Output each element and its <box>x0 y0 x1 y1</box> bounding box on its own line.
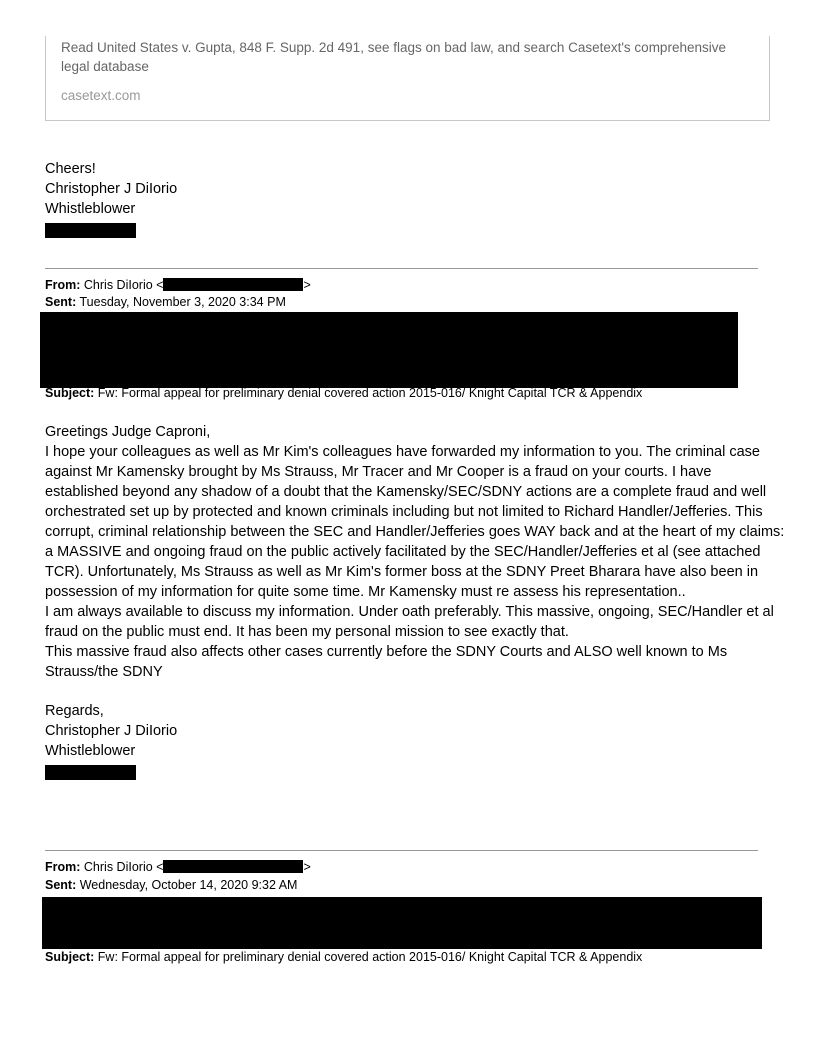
redaction-block <box>45 765 136 780</box>
email-sent-line <box>45 294 286 311</box>
sent-label: Sent: <box>45 878 77 892</box>
email-separator <box>45 850 758 851</box>
redaction-block <box>45 223 136 238</box>
redaction-block <box>163 278 303 291</box>
signature-title: Whistleblower <box>45 743 136 759</box>
signature-name: Christopher J DiIorio <box>45 181 178 197</box>
sent-label: Sent: <box>45 295 77 309</box>
link-preview-description: Read United States v. Gupta, 848 F. Supp. 2d 491, see flags on bad law, and search Casetext's comprehensive legal database <box>61 40 726 74</box>
signature-closing: Cheers! <box>45 161 96 177</box>
email-greeting: Greetings Judge Caproni, <box>45 424 211 440</box>
subject-value: Fw: Formal appeal for preliminary denial covered action 2015-016/ Knight Capital TCR & Appendix <box>97 386 643 400</box>
email-separator <box>45 268 758 269</box>
sent-value: Tuesday, November 3, 2020 3:34 PM <box>79 295 286 309</box>
email-subject-line <box>45 949 642 966</box>
from-close: > <box>303 860 311 874</box>
from-name: Chris DiIorio < <box>83 278 164 292</box>
signature-title: Whistleblower <box>45 201 136 217</box>
subject-value: Fw: Formal appeal for preliminary denial covered action 2015-016/ Knight Capital TCR & Appendix <box>97 950 643 964</box>
email-body <box>45 422 785 682</box>
email-from-line <box>45 277 311 294</box>
from-name: Chris DiIorio < <box>83 860 164 874</box>
email-subject-line <box>45 385 642 402</box>
subject-label: Subject: <box>45 950 95 964</box>
email-sent-line <box>45 877 297 894</box>
email-from-line <box>45 859 311 876</box>
redaction-block <box>163 860 303 873</box>
link-preview-card[interactable] <box>45 36 770 121</box>
from-label: From: <box>45 860 81 874</box>
email-paragraph: I hope your colleagues as well as Mr Kim's colleagues have forwarded my information to you. The criminal case against Mr Kamensky brought by Ms Strauss, Mr Tracer and Mr Cooper is a fraud on your courts. I have established beyond any shadow of a doubt that the Kamensky/SEC/SDNY actions are a complete fraud and well orchestrated set up by protected and known criminals including but not limited to Richard Handler/Jefferies. This corrupt, criminal relationship between the SEC and Handler/Jefferies goes WAY back and at the heart of my claims: a MASSIVE and ongoing fraud on the public actively facilitated by the SEC/Handler/Jefferies et al (see attached TCR). Unfortunately, Ms Strauss as well as Mr Kim's former boss at the SDNY Preet Bharara have also been in possession of my information for quite some time. Mr Kamensky must re assess his representation.. <box>45 444 785 600</box>
subject-label: Subject: <box>45 386 95 400</box>
sent-value: Wednesday, October 14, 2020 9:32 AM <box>79 878 298 892</box>
redaction-block <box>40 312 738 388</box>
from-close: > <box>303 278 311 292</box>
email-paragraph: I am always available to discuss my information. Under oath preferably. This massive, ongoing, SEC/Handler et al fraud on the public must end. It has been my personal mission to see exactly that. <box>45 604 774 640</box>
from-label: From: <box>45 278 81 292</box>
link-preview-domain[interactable]: casetext.com <box>61 88 141 103</box>
signature-closing: Regards, <box>45 703 104 719</box>
redaction-block <box>42 897 762 949</box>
email-paragraph: This massive fraud also affects other cases currently before the SDNY Courts and ALSO well known to Ms Strauss/the SDNY <box>45 644 728 680</box>
signature-name: Christopher J DiIorio <box>45 723 178 739</box>
